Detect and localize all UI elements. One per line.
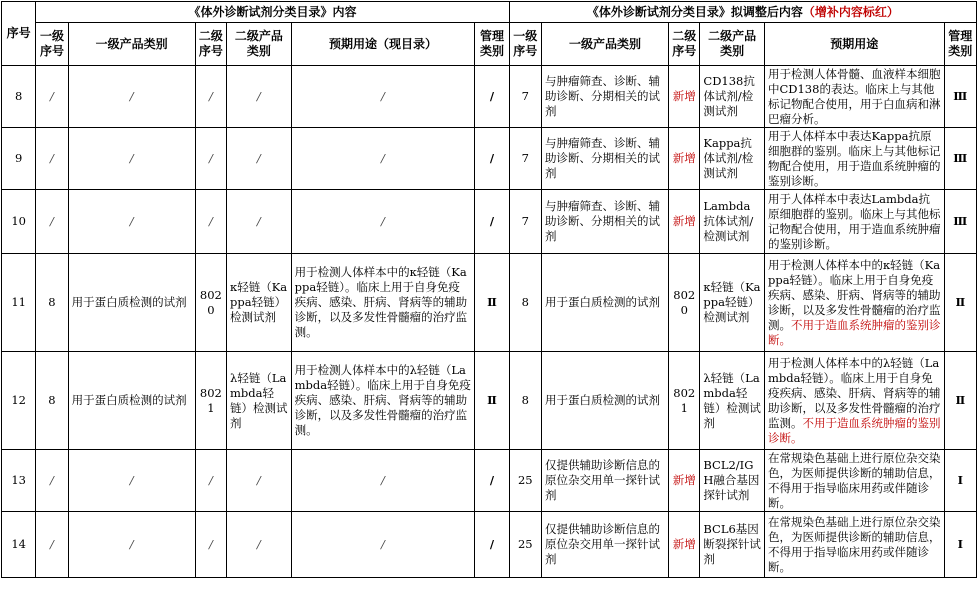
new-l2-seq: 新增 (669, 128, 700, 190)
new-intended-use-text: 用于人体样本中表达Kappa抗原细胞群的鉴别。临床上与其他标记物配合使用，用于造血系统肿瘤的鉴别诊断。 (767, 128, 941, 188)
new-intended-use (764, 128, 944, 190)
new-mgmt-class: Ⅲ (944, 128, 976, 190)
old-mgmt-class: / (475, 190, 509, 254)
old-l2-seq: 8020 (195, 254, 226, 352)
old-l1-category: / (68, 450, 195, 512)
new-l2-seq: 新增 (669, 190, 700, 254)
new-intended-use-text: 在常规染色基础上进行原位杂交染色，为医师提供诊断的辅助信息，不得用于指导临床用药或伴随诊断。 (767, 514, 941, 574)
new-l1-category: 仅提供辅助诊断信息的原位杂交用单一探针试剂 (541, 512, 668, 578)
new-l2-category: BCL2/IGH融合基因探针试剂 (700, 450, 765, 512)
new-l1-category: 与肿瘤筛查、诊断、辅助诊断、分期相关的试剂 (541, 128, 668, 190)
new-l1-category: 用于蛋白质检测的试剂 (541, 352, 668, 450)
new-l1-seq: 8 (509, 254, 541, 352)
old-l2-seq: / (195, 450, 226, 512)
new-l2-category: CD138抗体试剂/检测试剂 (700, 66, 765, 128)
header-new-l2-category: 二级产品类别 (700, 23, 765, 66)
old-intended-use: 用于检测人体样本中的κ轻链（Kappa轻链）。临床上用于自身免疫疾病、感染、肝病、肾病等的辅助诊断，以及多发性骨髓瘤的治疗监测。 (291, 254, 475, 352)
header-right-group-red: （增补内容标红） (802, 4, 899, 19)
table-row (2, 512, 977, 578)
header-new-l2-seq: 二级序号 (669, 23, 700, 66)
table-row (2, 352, 977, 450)
old-l1-category: / (68, 190, 195, 254)
header-use-new: 预期用途 (764, 23, 944, 66)
new-intended-use-text: 用于检测人体样本中的κ轻链（Kappa轻链）。临床上用于自身免疫疾病、感染、肝病、肾病等的辅助诊断，以及多发性骨髓瘤的治疗监测。 (767, 257, 941, 332)
new-l1-seq: 25 (509, 512, 541, 578)
header-l1-seq: 一级序号 (36, 23, 68, 66)
new-l2-seq: 8021 (669, 352, 700, 450)
old-l2-seq: / (195, 66, 226, 128)
old-l1-seq: / (36, 450, 68, 512)
new-intended-use-text: 用于人体样本中表达Lambda抗原细胞群的鉴别。临床上与其他标记物配合使用，用于造血系统肿瘤的鉴别诊断。 (767, 191, 941, 251)
new-intended-use-text: 在常规染色基础上进行原位杂交染色，为医师提供诊断的辅助信息，不得用于指导临床用药或伴随诊断。 (767, 450, 941, 510)
row-seq: 9 (2, 128, 36, 190)
old-l1-category: 用于蛋白质检测的试剂 (68, 352, 195, 450)
new-mgmt-class: Ⅱ (944, 254, 976, 352)
new-mgmt-class: Ⅰ (944, 450, 976, 512)
row-seq: 11 (2, 254, 36, 352)
table-row (2, 66, 977, 128)
row-seq: 10 (2, 190, 36, 254)
old-intended-use: / (291, 128, 475, 190)
new-intended-use (764, 66, 944, 128)
new-l2-seq: 新增 (669, 512, 700, 578)
classification-table (1, 1, 977, 578)
old-l1-seq: / (36, 128, 68, 190)
old-mgmt-class: Ⅱ (475, 352, 509, 450)
new-l1-category: 用于蛋白质检测的试剂 (541, 254, 668, 352)
new-l2-category: BCL6基因断裂探针试剂 (700, 512, 765, 578)
old-mgmt-class: / (475, 450, 509, 512)
old-l2-category: κ轻链（Kappa轻链）检测试剂 (227, 254, 292, 352)
old-mgmt-class: Ⅱ (475, 254, 509, 352)
new-l1-seq: 7 (509, 190, 541, 254)
old-intended-use: / (291, 66, 475, 128)
old-l2-seq: / (195, 128, 226, 190)
header-use-current: 预期用途（现目录） (291, 23, 475, 66)
header-new-l1-seq: 一级序号 (509, 23, 541, 66)
old-intended-use: / (291, 512, 475, 578)
table-row (2, 254, 977, 352)
new-l2-category: Lambda抗体试剂/检测试剂 (700, 190, 765, 254)
old-l2-seq: / (195, 190, 226, 254)
new-l1-category: 与肿瘤筛查、诊断、辅助诊断、分期相关的试剂 (541, 190, 668, 254)
old-l2-category: / (227, 66, 292, 128)
old-mgmt-class: / (475, 128, 509, 190)
header-new-mgmt: 管理类别 (944, 23, 976, 66)
table-row (2, 450, 977, 512)
header-l1-category: 一级产品类别 (68, 23, 195, 66)
new-l2-category: λ轻链（Lambda轻链）检测试剂 (700, 352, 765, 450)
table-row (2, 128, 977, 190)
new-intended-use (764, 450, 944, 512)
old-l1-category: / (68, 66, 195, 128)
old-l1-seq: 8 (36, 254, 68, 352)
header-right-group (509, 2, 976, 23)
old-l1-category: / (68, 128, 195, 190)
old-l1-category: 用于蛋白质检测的试剂 (68, 254, 195, 352)
new-intended-use (764, 512, 944, 578)
old-mgmt-class: / (475, 66, 509, 128)
old-l2-category: λ轻链（Lambda轻链）检测试剂 (227, 352, 292, 450)
new-l2-category: Kappa抗体试剂/检测试剂 (700, 128, 765, 190)
old-l2-seq: / (195, 512, 226, 578)
old-l1-seq: / (36, 512, 68, 578)
table-body (2, 66, 977, 578)
old-l1-seq: 8 (36, 352, 68, 450)
row-seq: 8 (2, 66, 36, 128)
new-l2-category: κ轻链（Kappa轻链）检测试剂 (700, 254, 765, 352)
new-intended-use (764, 254, 944, 352)
old-intended-use: 用于检测人体样本中的λ轻链（Lambda轻链）。临床上用于自身免疫疾病、感染、肝病、肾病等的辅助诊断，以及多发性骨髓瘤的治疗监测。 (291, 352, 475, 450)
new-intended-use-text: 用于检测人体样本中的λ轻链（Lambda轻链）。临床上用于自身免疫疾病、感染、肝病、肾病等的辅助诊断，以及多发性骨髓瘤的治疗监测。 (767, 355, 941, 430)
old-l1-seq: / (36, 190, 68, 254)
old-l1-seq: / (36, 66, 68, 128)
new-l2-seq: 8020 (669, 254, 700, 352)
new-l1-seq: 8 (509, 352, 541, 450)
header-new-l1-category: 一级产品类别 (541, 23, 668, 66)
row-seq: 14 (2, 512, 36, 578)
new-l2-seq: 新增 (669, 66, 700, 128)
old-intended-use: / (291, 450, 475, 512)
header-mgmt: 管理类别 (475, 23, 509, 66)
new-intended-use-added-text: 不用于造血系统肿瘤的鉴别诊断。 (767, 415, 941, 445)
table-row (2, 190, 977, 254)
old-l2-category: / (227, 450, 292, 512)
old-l2-seq: 8021 (195, 352, 226, 450)
new-mgmt-class: Ⅲ (944, 190, 976, 254)
new-intended-use (764, 352, 944, 450)
new-l1-seq: 7 (509, 128, 541, 190)
new-l1-category: 与肿瘤筛查、诊断、辅助诊断、分期相关的试剂 (541, 66, 668, 128)
new-intended-use-text: 用于检测人体骨髓、血液样本细胞中CD138的表达。临床上与其他标记物配合使用，用于白血病和淋巴瘤分析。 (767, 66, 941, 126)
new-mgmt-class: Ⅲ (944, 66, 976, 128)
old-l2-category: / (227, 512, 292, 578)
new-l1-seq: 7 (509, 66, 541, 128)
header-right-group-prefix: 《体外诊断试剂分类目录》拟调整后内容 (586, 4, 803, 19)
new-intended-use-added-text: 不用于造血系统肿瘤的鉴别诊断。 (767, 317, 941, 347)
new-mgmt-class: Ⅰ (944, 512, 976, 578)
row-seq: 12 (2, 352, 36, 450)
old-l2-category: / (227, 128, 292, 190)
old-l1-category: / (68, 512, 195, 578)
new-mgmt-class: Ⅱ (944, 352, 976, 450)
header-l2-seq: 二级序号 (195, 23, 226, 66)
header-l2-category: 二级产品类别 (227, 23, 292, 66)
new-intended-use (764, 190, 944, 254)
header-left-group: 《体外诊断试剂分类目录》内容 (36, 2, 509, 23)
new-l2-seq: 新增 (669, 450, 700, 512)
row-seq: 13 (2, 450, 36, 512)
old-intended-use: / (291, 190, 475, 254)
header-seq: 序号 (2, 2, 36, 66)
new-l1-seq: 25 (509, 450, 541, 512)
old-mgmt-class: / (475, 512, 509, 578)
old-l2-category: / (227, 190, 292, 254)
new-l1-category: 仅提供辅助诊断信息的原位杂交用单一探针试剂 (541, 450, 668, 512)
